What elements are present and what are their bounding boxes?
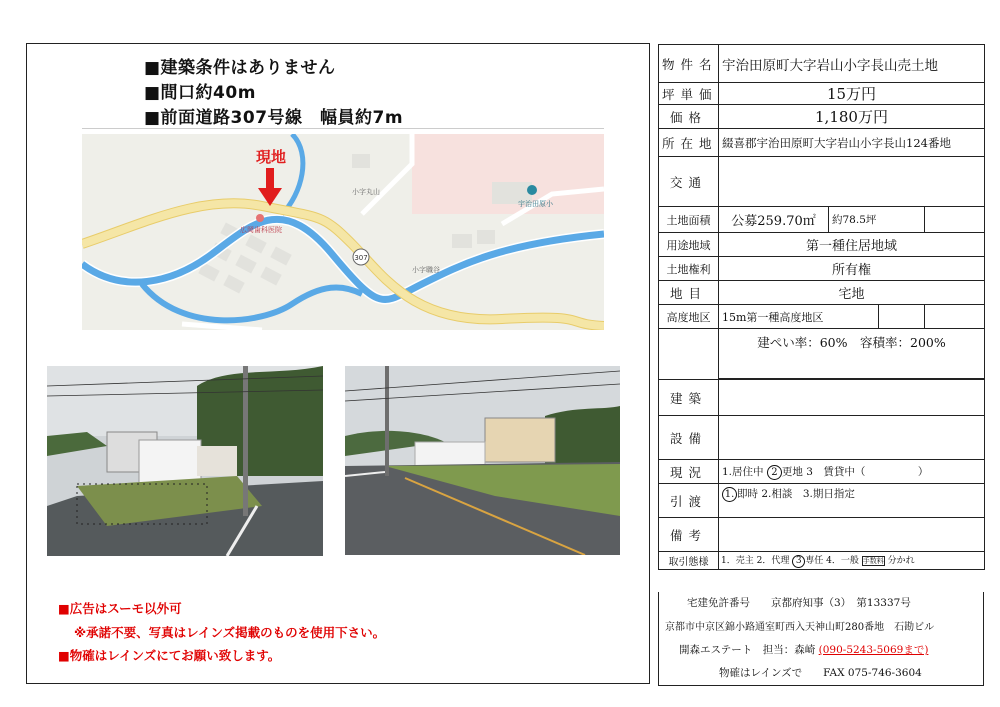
site-photo-1: [47, 366, 323, 556]
facility-value: [719, 416, 985, 460]
height-extra-2: [925, 305, 985, 329]
handover-label: 引渡: [659, 484, 719, 518]
height-district: 15m第一種高度地区: [719, 305, 879, 329]
building-label: 建築: [659, 380, 719, 416]
note-photos: ※承諾不要、写真はレインズ掲載のものを使用下さい。: [74, 625, 386, 640]
category-label: 地目: [659, 281, 719, 305]
site-photo-2: [345, 366, 620, 555]
property-name: 宇治田原町大字岩山小字長山売土地: [719, 45, 985, 83]
divider: [82, 128, 604, 129]
svg-text:広岡歯科医院: 広岡歯科医院: [240, 226, 282, 234]
note-ad: ■広告はスーモ以外可: [58, 601, 182, 616]
company-address: 京都市中京区錦小路通室町西入天神山町280番地 石勘ビル: [665, 622, 935, 633]
company-name: 開森エステート 担当：森崎 (090-5243-5069まで): [679, 644, 929, 656]
location-map: [82, 134, 604, 330]
license: 宅建免許番号 京都府知事（3） 第13337号: [687, 597, 911, 609]
land-area: 公募259.70㎡: [719, 207, 829, 233]
condition-building: ■建築条件はありません: [144, 58, 336, 78]
land-extra: [925, 207, 985, 233]
unit-price-label: 坪単価: [659, 83, 719, 105]
coverage-ratio: 建ぺい率：60% 容積率：200%: [719, 329, 985, 379]
remarks-value: [719, 518, 985, 552]
svg-text:小字丸山: 小字丸山: [352, 188, 380, 196]
svg-text:宇治田原小: 宇治田原小: [518, 200, 553, 208]
note-check: ■物確はレインズにてお願い致します。: [58, 648, 281, 663]
remarks-label: 備考: [659, 518, 719, 552]
location-label: 所在地: [659, 129, 719, 157]
land-area-label: 土地面積: [659, 207, 719, 233]
condition-frontage: ■間口約40m: [144, 83, 256, 103]
unit-price: 15万円: [719, 83, 985, 105]
land-tsubo: 約78.5坪: [829, 207, 925, 233]
height-extra-1: [879, 305, 925, 329]
condition-road: ■前面道路307号線 幅員約7m: [144, 108, 404, 128]
category: 宅地: [719, 281, 985, 305]
status-label: 現況: [659, 460, 719, 484]
zoning-label: 用途地域: [659, 233, 719, 257]
trade-label: 取引態様: [659, 552, 719, 570]
location: 綴喜郡宇治田原町大字岩山小字長山124番地: [719, 129, 985, 157]
land-right-label: 土地権利: [659, 257, 719, 281]
property-spec-table: [658, 44, 985, 570]
status-options: 1.居住中 2 更地 3 賃貸中（ ）: [719, 460, 985, 484]
land-right: 所有権: [719, 257, 985, 281]
fax: 物確はレインズで FAX 075-746-3604: [719, 667, 922, 679]
svg-text:307: 307: [354, 254, 368, 262]
building-value: [719, 380, 985, 416]
height-label: 高度地区: [659, 305, 719, 329]
facility-label: 設備: [659, 416, 719, 460]
transport-label: 交通: [659, 157, 719, 207]
price: 1,180万円: [719, 105, 985, 129]
handover-options: 1. 即時 2.相談 3.期日指定: [719, 484, 985, 518]
price-label: 価格: [659, 105, 719, 129]
zoning: 第一種住居地域: [719, 233, 985, 257]
ratio-side: [659, 329, 719, 380]
transport-value: [719, 157, 985, 207]
phone-number: (090-5243-5069まで): [818, 644, 929, 656]
svg-text:現地: 現地: [256, 148, 287, 166]
svg-text:小字職谷: 小字職谷: [412, 266, 440, 274]
company-block: [658, 592, 984, 686]
trade-options: 1．売主 2．代理 3 専任 4．一般 手数料 分かれ: [719, 552, 985, 570]
name-label: 物件名: [659, 45, 719, 83]
